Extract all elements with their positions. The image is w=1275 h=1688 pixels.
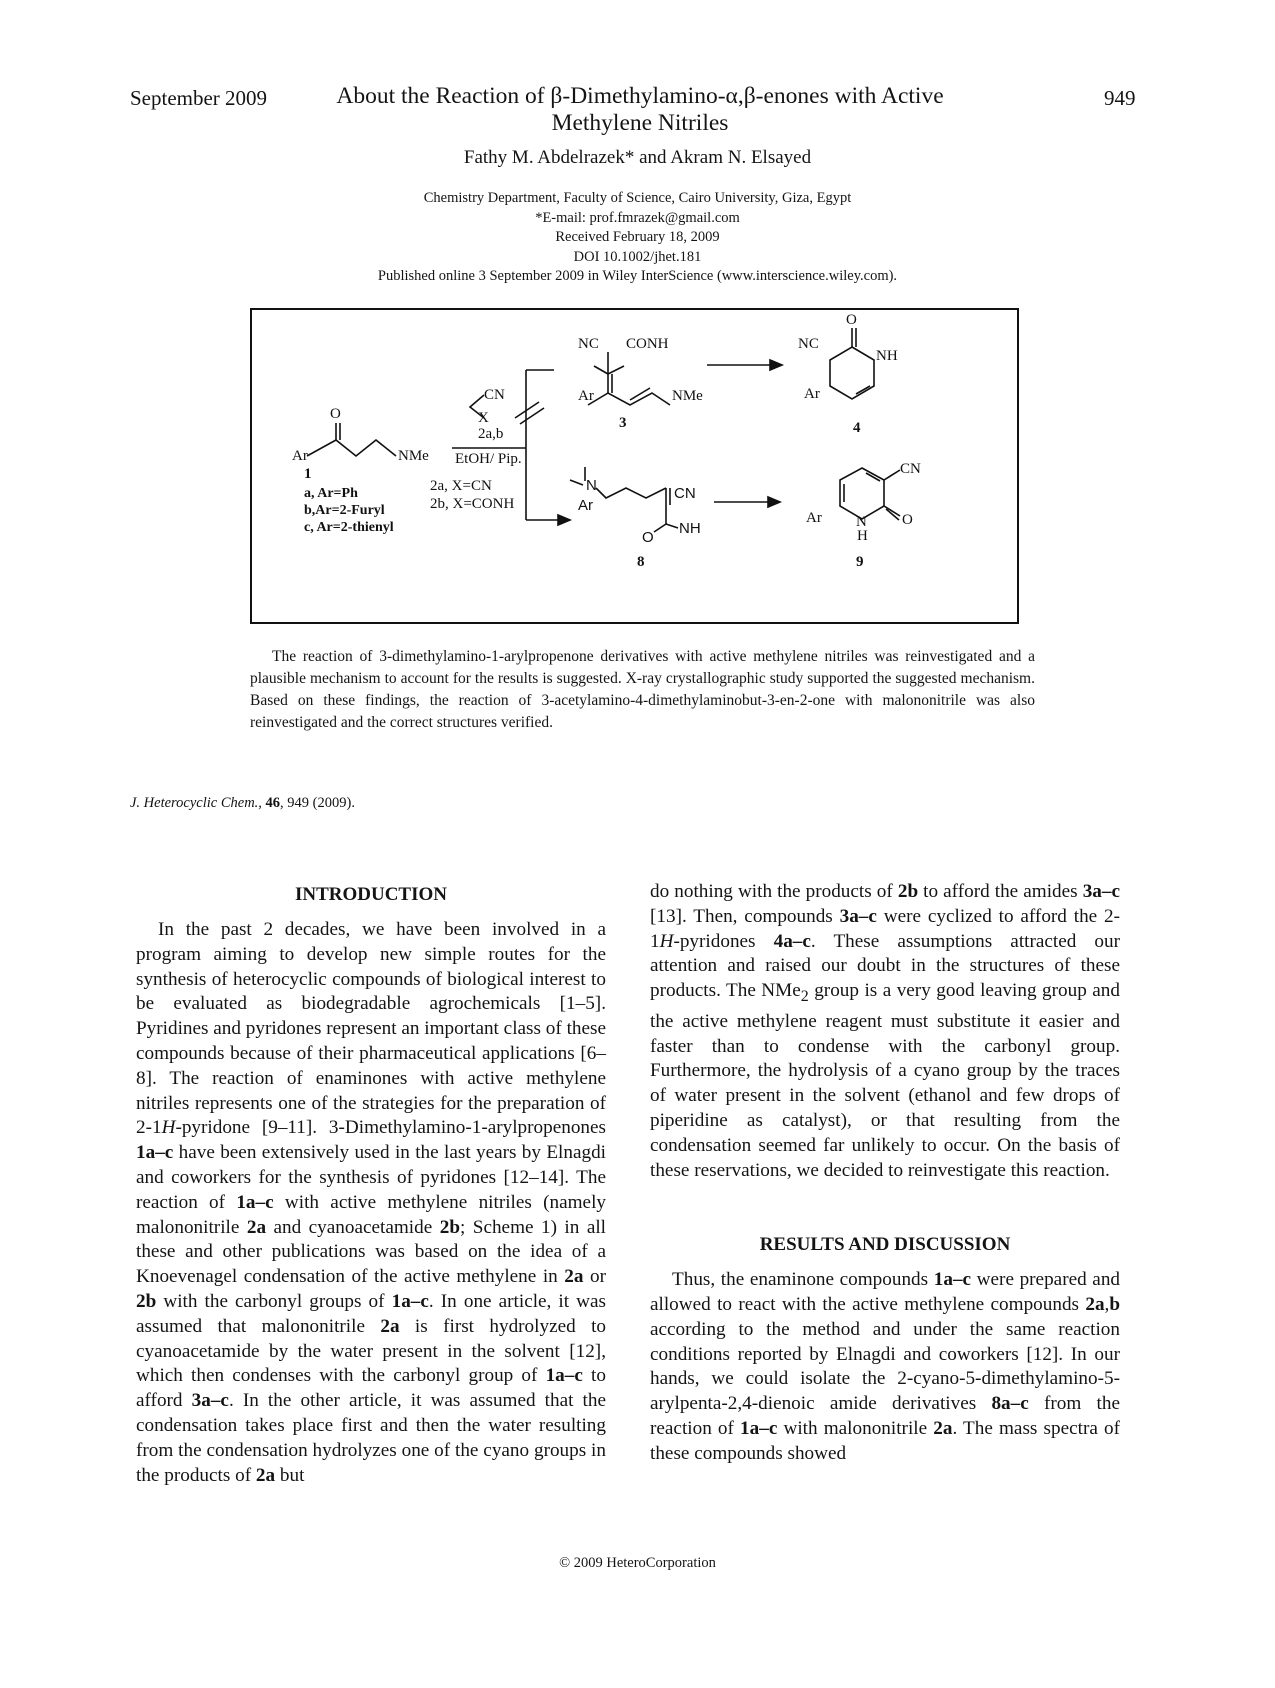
published-online: Published online 3 September 2009 in Wiley InterScience (www.interscience.wiley.com). bbox=[377, 268, 898, 284]
c1-ar-label: Ar bbox=[292, 448, 308, 464]
c9-n-label: N bbox=[856, 514, 867, 530]
c9-h-label: H bbox=[857, 528, 868, 544]
header-date: September 2009 bbox=[130, 86, 268, 110]
reagent-2ab-label: 2a,b bbox=[478, 426, 504, 442]
c9-number: 9 bbox=[856, 554, 864, 570]
c3-number: 3 bbox=[619, 415, 627, 431]
title-line-1: About the Reaction of β-Dimethylamino-α,β-enones with Active bbox=[336, 83, 944, 109]
received-date: Received February 18, 2009 bbox=[555, 229, 720, 245]
abstract: The reaction of 3-dimethylamino-1-arylpropenone derivatives with active methylene nitriles was reinvestigated and a plausible mechanism to account for the results is suggested. X-ray crystallographic study supported the suggested mechanism. Based on these findings, the reaction of 3-acetylamino-4-dimethylaminobut-3-en-2-one with malononitrile was also reinvestigated and the correct structures verified. bbox=[250, 648, 1035, 731]
results-heading: RESULTS AND DISCUSSION bbox=[759, 1234, 1011, 1256]
reagent-x-label: X bbox=[478, 410, 489, 426]
right-column bbox=[650, 880, 1120, 1467]
citation-rest: , 949 (2009). bbox=[280, 795, 355, 811]
doi: DOI 10.1002/jhet.181 bbox=[573, 248, 702, 265]
copyright-footer: © 2009 HeteroCorporation bbox=[559, 1555, 716, 1571]
intro-heading: INTRODUCTION bbox=[294, 884, 448, 905]
journal-citation bbox=[130, 795, 355, 812]
article-title bbox=[280, 83, 1000, 137]
reagent-2a-def: 2a, X=CN bbox=[430, 478, 492, 494]
email: *E-mail: prof.fmrazek@gmail.com bbox=[535, 209, 740, 226]
c8-cn-label: CN bbox=[674, 485, 696, 502]
reaction-scheme bbox=[250, 308, 1019, 624]
c4-nc-label: NC bbox=[798, 336, 819, 352]
c4-number: 4 bbox=[853, 420, 861, 436]
intro-paragraph: In the past 2 decades, we have been involved in a program aiming to develop new simple routes for the synthesis of heterocyclic compounds of biological interest to be evaluated as biodegradable agrochemicals [1–5]. Pyridines and pyridones represent an important class of these compounds because of their pharmaceutical applications [6–8]. The reaction of enaminones with active methylene nitriles represents one of the strategies for the preparation of 2-1H-pyridone [9–11]. 3-Dimethylamino-1-arylpropenones 1a–c have been extensively used in the last years by Elnagdi and coworkers for the synthesis of pyridones [12–14]. The reaction of 1a–c with active methylene nitriles (namely malononitrile 2a and cyanoacetamide 2b; Scheme 1) in all these and other publications was based on the idea of a Knoevenagel condensation of the active methylene in 2a or 2b with the carbonyl groups of 1a–c. In one article, it was assumed that malononitrile 2a is first hydrolyzed to cyanoacetamide by the water present in the solvent [12], which then condenses with the carbonyl group of 1a–c to afford 3a–c. In the other article, it was assumed that the condensation takes place first and then the water resulting from the condensation hydrolyzes one of the cyano groups in the products of 2a but bbox=[136, 919, 606, 1486]
reagent-conditions: EtOH/ Pip. bbox=[455, 451, 522, 467]
c4-o-label: O bbox=[846, 312, 857, 328]
c1-variant-a: a, Ar=Ph bbox=[304, 486, 358, 501]
c1-variant-b: b,Ar=2-Furyl bbox=[304, 503, 385, 518]
continued-paragraph: do nothing with the products of 2b to afford the amides 3a–c [13]. Then, compounds 3a–c were cyclized to afford the 2-1H-pyridones 4a–c. These assumptions attracted our attention and raised our doubt in the structures of these products. The NMe$_2$ group is a very good leaving group and the active methylene reagent must substitute it easier and faster than to condense with the carbonyl group. Furthermore, the hydrolysis of a cyano group by the traces of water present in the solvent (ethanol and few drops of piperidine as catalyst), or that resulting from the condensation seemed far unlikely to occur. On the basis of these reservations, we decided to reinvestigate this reaction. bbox=[650, 881, 1121, 1181]
intro-column bbox=[136, 918, 606, 1488]
citation-journal: J. Heterocyclic Chem., bbox=[130, 795, 262, 811]
title-line-2: Methylene Nitriles bbox=[551, 110, 729, 136]
affiliation: Chemistry Department, Faculty of Science, Cairo University, Giza, Egypt bbox=[423, 190, 852, 206]
c8-n-label: N bbox=[586, 477, 597, 494]
c4-nh-label: NH bbox=[876, 348, 898, 364]
c9-ar-label: Ar bbox=[806, 510, 822, 526]
c1-o-label: O bbox=[330, 406, 341, 422]
reagent-2b-def: 2b, X=CONH bbox=[430, 496, 515, 512]
c8-number: 8 bbox=[637, 554, 645, 570]
authors: Fathy M. Abdelrazek* and Akram N. Elsayed bbox=[463, 147, 812, 168]
c8-o-label: O bbox=[642, 529, 654, 546]
c8-nh2-label: NH bbox=[679, 520, 701, 537]
c3-nme2-label: NMe bbox=[672, 388, 703, 404]
header-page-number: 949 bbox=[1104, 86, 1136, 110]
c1-number: 1 bbox=[304, 466, 312, 482]
results-paragraph: Thus, the enaminone compounds 1a–c were prepared and allowed to react with the active methylene compounds 2a,b according to the method and under the same reaction conditions reported by Elnagdi and coworkers [12]. In our hands, we could isolate the 2-cyano-5-dimethylamino-5-arylpenta-2,4-dienoic amide derivatives 8a–c from the reaction of 1a–c with malononitrile 2a. The mass spectra of these compounds showed bbox=[650, 1269, 1121, 1464]
reagent-cn-label: CN bbox=[484, 387, 505, 403]
affiliation-block bbox=[0, 189, 1275, 287]
c1-nme2-label: NMe bbox=[398, 448, 429, 464]
c3-conh2-label: CONH bbox=[626, 336, 669, 352]
c8-ar-label: Ar bbox=[578, 497, 593, 514]
scheme-graphic bbox=[252, 310, 1016, 621]
c1-variant-c: c, Ar=2-thienyl bbox=[304, 520, 394, 535]
c3-nc-label: NC bbox=[578, 336, 599, 352]
citation-volume: 46 bbox=[265, 795, 281, 811]
c9-cn-label: CN bbox=[900, 461, 921, 477]
c9-o-label: O bbox=[902, 512, 913, 528]
c4-ar-label: Ar bbox=[804, 386, 820, 402]
c3-ar-label: Ar bbox=[578, 388, 594, 404]
